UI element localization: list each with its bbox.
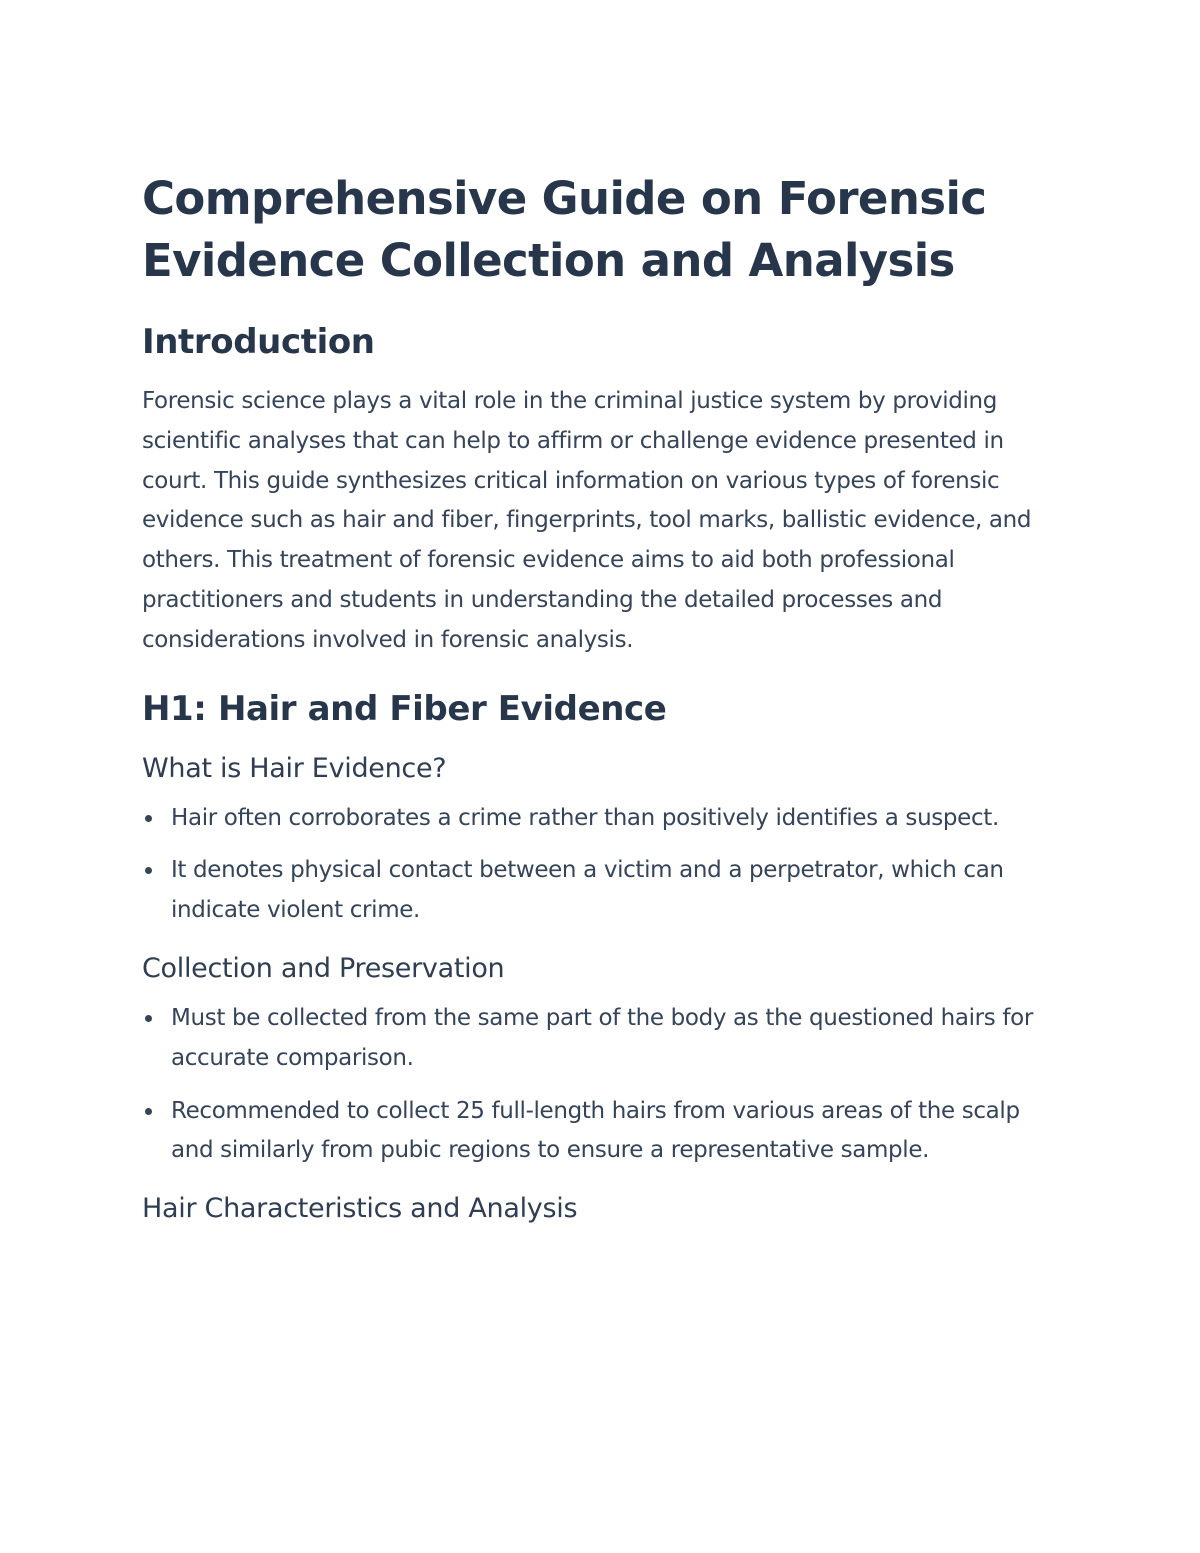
- bullet-icon: [145, 1108, 152, 1115]
- list-item-text: Must be collected from the same part of the body as the questioned hairs for accurate comparison.: [171, 1004, 1033, 1071]
- list-item-text: Recommended to collect 25 full-length hairs from various areas of the scalp and similarly from pubic regions to ensure a representative sample.: [171, 1097, 1020, 1164]
- collection-preservation-heading: Collection and Preservation: [142, 952, 505, 984]
- list-item: [142, 799, 1062, 839]
- list-item: [142, 999, 1062, 1079]
- what-is-hair-heading: What is Hair Evidence?: [142, 752, 447, 784]
- hair-characteristics-heading: Hair Characteristics and Analysis: [142, 1193, 578, 1225]
- list-item: [142, 851, 1062, 931]
- introduction-paragraph: Forensic science plays a vital role in the criminal justice system by providing scientific analyses that can help to affirm or challenge evidence presented in court. This guide synthesizes critical information on various types of forensic evidence such as hair and fiber, fingerprints, tool marks, ballistic evidence, and others. This treatment of forensic evidence aims to aid both professional practitioners and students in understanding the detailed processes and considerations involved in forensic analysis.: [142, 388, 1032, 653]
- document-page: [142, 168, 1062, 1227]
- bullet-icon: [145, 1015, 152, 1022]
- what-is-hair-list: [142, 799, 1062, 931]
- list-item: [142, 1092, 1062, 1172]
- document-title: Comprehensive Guide on Forensic Evidence Collection and Analysis: [142, 172, 987, 287]
- list-item-text: It denotes physical contact between a victim and a perpetrator, which can indicate violent crime.: [171, 857, 1004, 924]
- list-item-text: Hair often corroborates a crime rather than positively identifies a suspect.: [171, 804, 999, 831]
- bullet-icon: [145, 815, 152, 822]
- introduction-heading: Introduction: [142, 322, 375, 362]
- collection-preservation-list: [142, 999, 1062, 1171]
- hair-fiber-heading: H1: Hair and Fiber Evidence: [142, 688, 667, 729]
- bullet-icon: [145, 867, 152, 874]
